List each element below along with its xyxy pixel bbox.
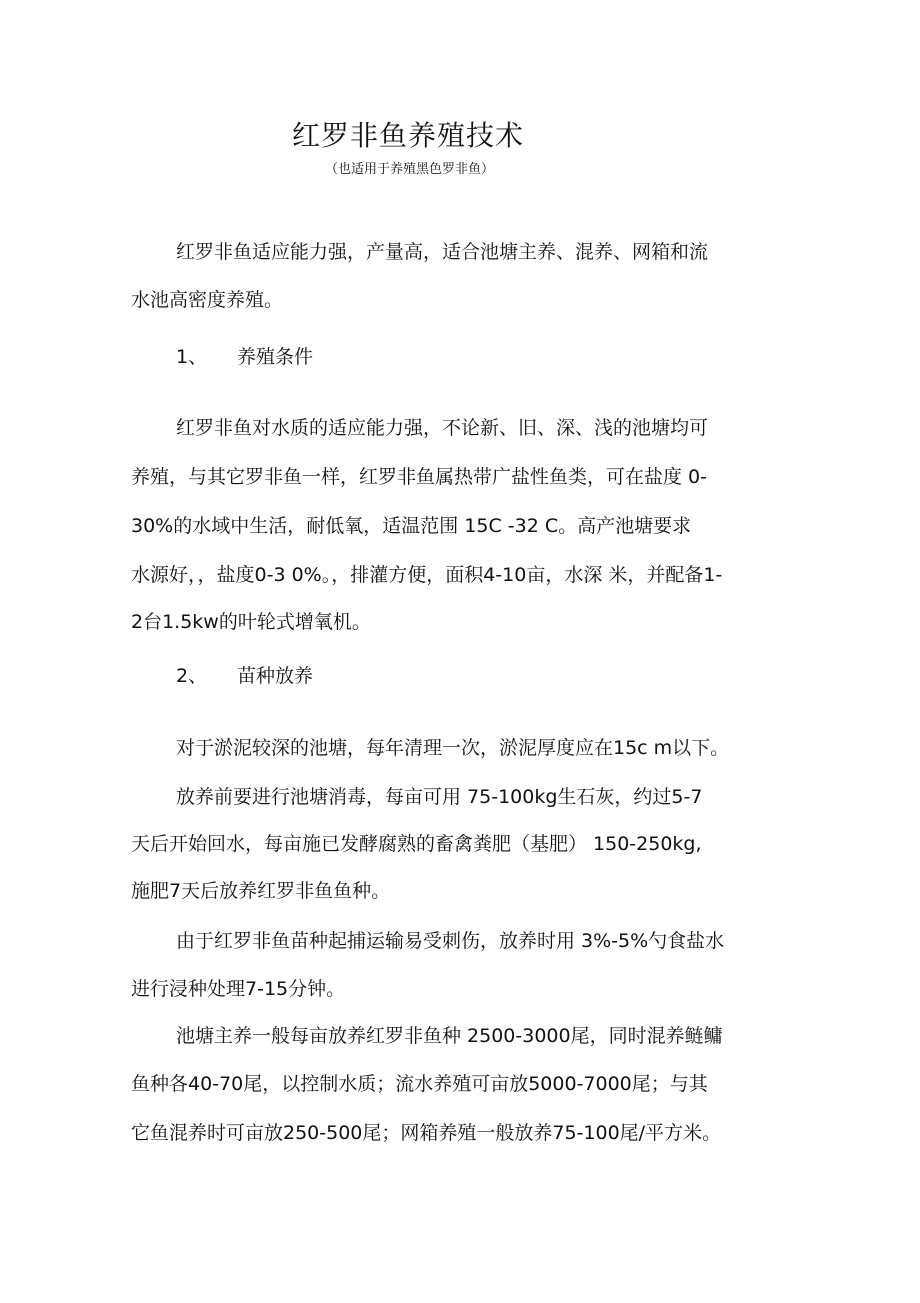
paragraph-line: 红罗非鱼适应能力强，产量高，适合池塘主养、混养、网箱和流 [176,241,709,263]
paragraph-line: 红罗非鱼对水质的适应能力强，不论新、旧、深、浅的池塘均可 [176,417,709,439]
paragraph-line: 施肥7天后放养红罗非鱼鱼种。 [131,880,391,902]
paragraph-line: 30%的水域中生活，耐低氧，适温范围 15C -32 C。高产池塘要求 [131,515,692,537]
section-number: 2、 [176,665,208,687]
section-number: 1、 [176,346,208,368]
paragraph-line: 天后开始回水，每亩施已发酵腐熟的畜禽粪肥（基肥） 150-250kg, [131,833,702,855]
paragraph-line: 对于淤泥较深的池塘，每年清理一次，淤泥厚度应在15c m以下。 [176,737,730,759]
paragraph-line: 水池高密度养殖。 [131,289,284,311]
section-heading: 苗种放养 [237,665,314,687]
document-subtitle: （也适用于养殖黑色罗非鱼） [325,162,495,177]
paragraph-line: 进行浸种处理7-15分钟。 [131,978,346,1000]
paragraph-line: 它鱼混养时可亩放250-500尾；网箱养殖一般放养75-100尾/平方米。 [131,1122,722,1144]
document-title: 红罗非鱼养殖技术 [292,119,525,152]
paragraph-line: 放养前要进行池塘消毒，每亩可用 75-100kg生石灰，约过5-7 [176,786,703,808]
paragraph-line: 水源好，，盐度0-3 0%。，排灌方便，面积4-10亩，水深 米，并配备1- [131,564,723,586]
paragraph-line: 鱼种各40-70尾，以控制水质；流水养殖可亩放5000-7000尾；与其 [131,1073,708,1095]
paragraph-line: 养殖，与其它罗非鱼一样，红罗非鱼属热带广盐性鱼类，可在盐度 0- [131,466,707,488]
section-heading: 养殖条件 [237,346,314,368]
paragraph-line: 2台1.5kw的叶轮式增氧机。 [131,611,371,633]
paragraph-line: 池塘主养一般每亩放养红罗非鱼种 2500-3000尾，同时混养鲢鳙 [176,1025,723,1047]
paragraph-line: 由于红罗非鱼苗种起捕运输易受刺伤，放养时用 3%-5%勺食盐水 [176,930,725,952]
